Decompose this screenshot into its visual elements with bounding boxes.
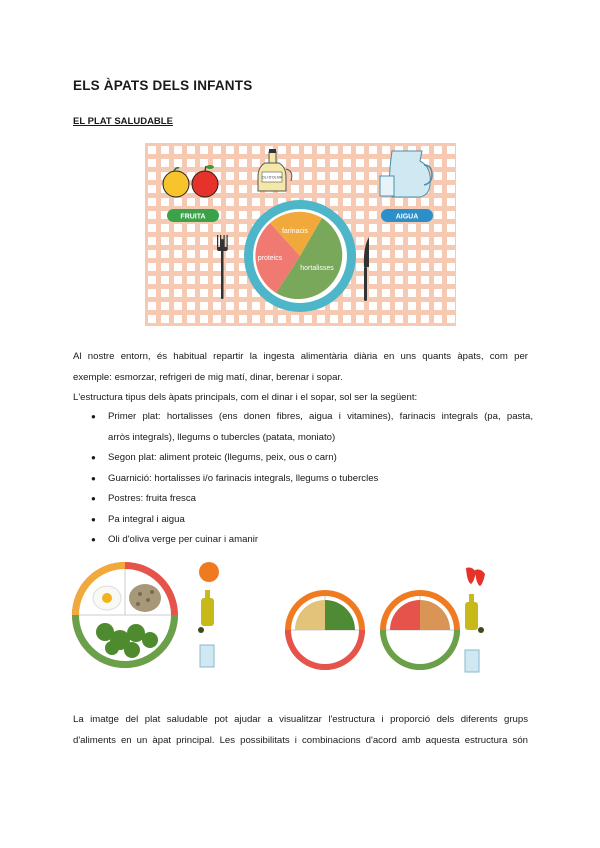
- meal-examples-illustration: [70, 560, 500, 680]
- bullet-icon: ●: [91, 535, 96, 544]
- list-item: ● Oli d'oliva verge per cuinar i amanir: [73, 530, 533, 551]
- closing-line-2: d'aliments en un àpat principal. Les possibilitats i combinacions d'acord amb aquesta estructura són: [73, 735, 528, 746]
- hortalisses-label: hortalisses: [300, 265, 334, 272]
- water-label: AIGUA: [395, 213, 419, 221]
- bullet-icon: ●: [91, 453, 96, 462]
- closing-line-1: La imatge del plat saludable pot ajudar a visualitzar l'estructura i proporció dels diferents grups: [73, 714, 528, 725]
- bullet-icon: ●: [91, 514, 96, 524]
- fried-egg-icon: [93, 586, 121, 610]
- fruit-label: FRUITA: [180, 213, 206, 221]
- lentils-icon: [129, 584, 161, 612]
- structure-paragraph: L'estructura tipus dels àpats principals, com el dinar i el sopar, sol ser la següent:: [73, 392, 418, 403]
- list-item: ● Primer plat: hortalisses (ens donen fibres, aigua i vitamines), farinacis integrals (pa, pasta, arròs integrals), llegums o tubercles (patata, moniato): [73, 407, 533, 448]
- intro-line-1: Al nostre entorn, és habitual repartir la ingesta alimentària diària en uns quants àpats, com per: [73, 351, 528, 362]
- list-item: ● Guarnició: hortalisses i/o farinacis integrals, llegums o tubercles: [73, 469, 533, 490]
- closing-paragraph: [73, 709, 528, 751]
- water-glass-icon: [465, 650, 479, 672]
- intro-paragraph: [73, 346, 528, 388]
- healthy-plate-illustration: [145, 143, 456, 326]
- bullet-icon: ●: [91, 412, 96, 421]
- list-item: ● Pa integral i aigua: [73, 510, 533, 531]
- meal-plate-3: [380, 590, 460, 670]
- oil-label: OLI D'OLIVA: [261, 175, 283, 180]
- orange-icon: [199, 562, 219, 582]
- proteics-label: proteics: [257, 255, 283, 262]
- plate: [244, 200, 356, 312]
- oil-bottle-icon: [198, 590, 214, 633]
- page-title: ELS ÀPATS DELS INFANTS: [73, 78, 253, 93]
- meal-plate-1: [72, 562, 178, 668]
- meal-structure-list: [73, 407, 533, 551]
- section-subtitle: EL PLAT SALUDABLE: [73, 116, 173, 127]
- bullet-icon: ●: [91, 494, 96, 503]
- list-item: ● Postres: fruita fresca: [73, 489, 533, 510]
- farinacis-label: farinacis: [281, 228, 309, 235]
- strawberry-icon: [466, 568, 485, 587]
- water-glass-icon: [200, 645, 214, 667]
- intro-line-2: exemple: esmorzar, refrigeri de mig matí, dinar, berenar i sopar.: [73, 372, 343, 383]
- fruit-label-pill: [167, 209, 219, 222]
- bullet-icon: ●: [91, 473, 96, 483]
- list-item: ● Segon plat: aliment proteic (llegums, peix, ous o carn): [73, 448, 533, 469]
- water-label-pill: [381, 209, 433, 222]
- meal-plate-2: [285, 590, 365, 670]
- oil-bottle-icon: [465, 594, 484, 633]
